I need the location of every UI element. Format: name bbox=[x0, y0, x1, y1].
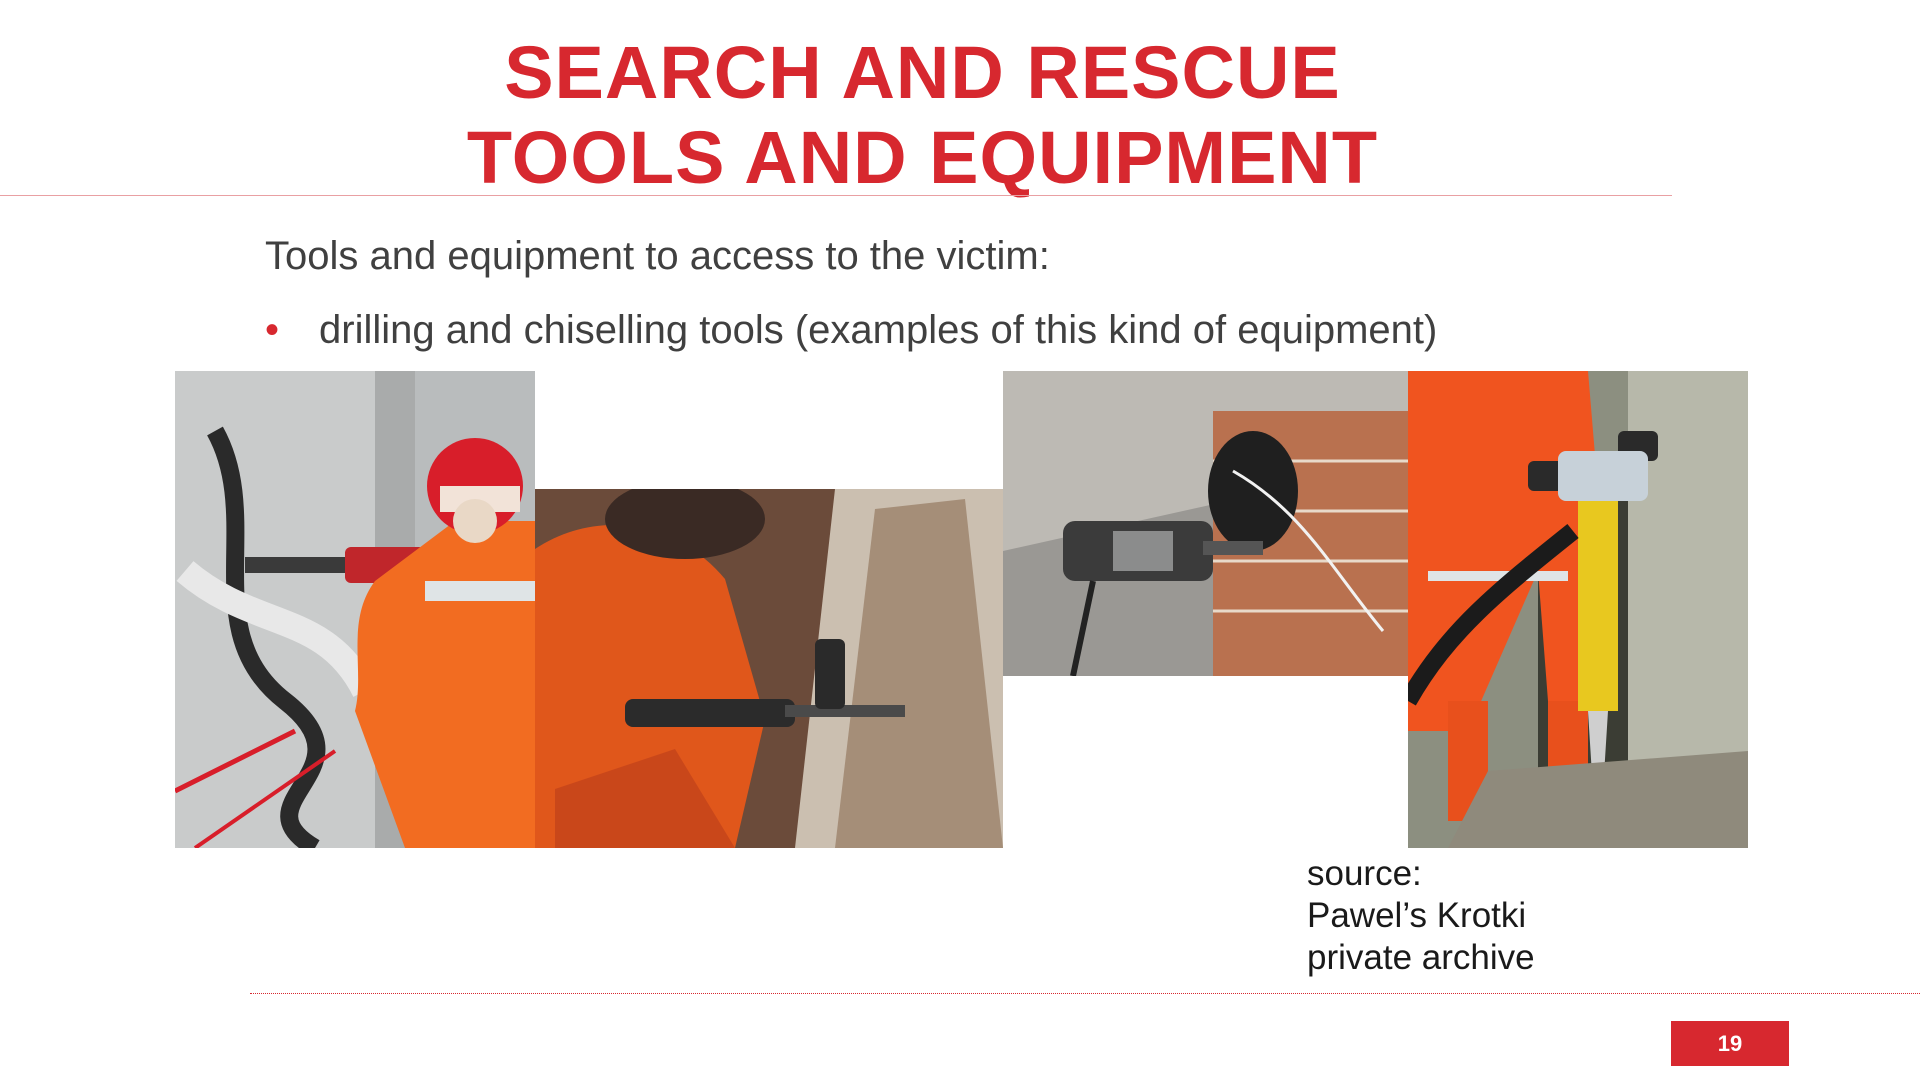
photo-rescuer-chiselling-concrete bbox=[535, 489, 1003, 848]
source-line-3: private archive bbox=[1307, 938, 1535, 977]
source-line-2: Pawel’s Krotki bbox=[1307, 896, 1527, 935]
source-line-1: source: bbox=[1307, 854, 1422, 893]
source-credit bbox=[1307, 853, 1535, 979]
subtitle: Tools and equipment to access to the victim: bbox=[265, 234, 1050, 278]
photo-rescuer-hydraulic-breaker bbox=[1408, 371, 1748, 848]
title-line-1: SEARCH AND RESCUE bbox=[504, 31, 1341, 114]
bullet-text: drilling and chiselling tools (examples of this kind of equipment) bbox=[319, 308, 1438, 352]
title-line-2: TOOLS AND EQUIPMENT bbox=[466, 116, 1379, 199]
photo-rescuer-drilling-wall bbox=[175, 371, 535, 848]
bullet-marker: • bbox=[265, 308, 280, 352]
title-divider bbox=[0, 195, 1672, 196]
bullet-item bbox=[265, 308, 1437, 353]
photo-hammer-drill-in-brick-hole bbox=[1003, 371, 1408, 676]
slide-title bbox=[0, 30, 1845, 200]
footer-divider bbox=[250, 993, 1920, 994]
page-number-badge: 19 bbox=[1671, 1021, 1789, 1066]
